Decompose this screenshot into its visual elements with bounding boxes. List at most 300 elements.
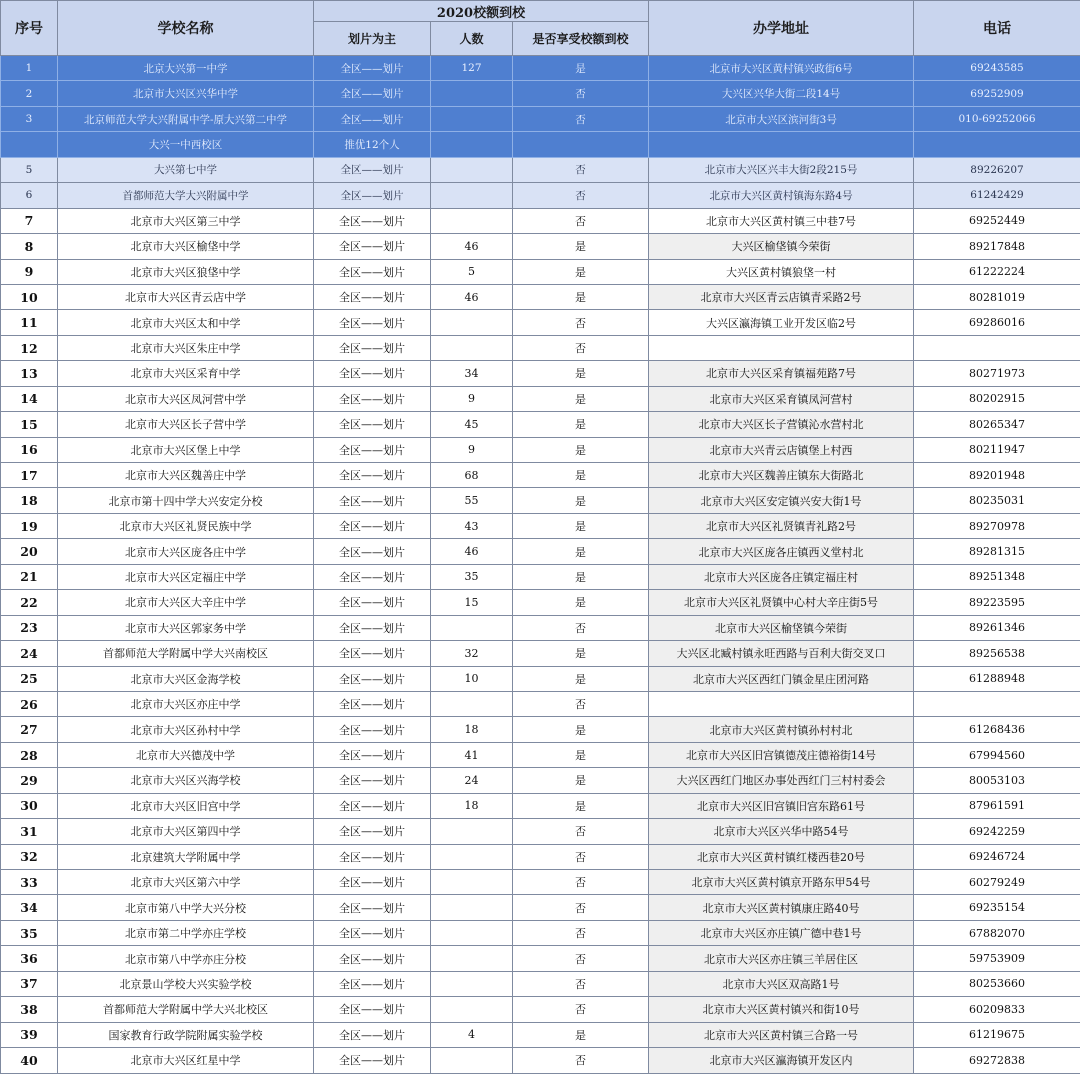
row-number: 16 [1,437,58,462]
table-row [1,641,1080,666]
phone-cell: 61222224 [914,259,1080,284]
count-cell: 24 [431,768,513,793]
table-row [1,412,1080,437]
quota-cell: 否 [513,106,649,131]
school-name: 北京市大兴区朱庄中学 [58,335,314,360]
row-number: 27 [1,717,58,742]
quota-cell: 否 [513,895,649,920]
table-row [1,844,1080,869]
school-name: 北京市大兴区魏善庄中学 [58,463,314,488]
school-name: 北京市大兴区采育中学 [58,361,314,386]
table-row [1,106,1080,131]
phone-cell: 89226207 [914,157,1080,182]
address-cell: 北京市大兴区亦庄镇广德中巷1号 [649,920,914,945]
school-name: 北京市大兴区金海学校 [58,666,314,691]
address-cell: 北京市大兴区旧宫镇旧宫东路61号 [649,793,914,818]
school-name: 大兴第七中学 [58,157,314,182]
quota-cell: 是 [513,386,649,411]
row-number: 24 [1,641,58,666]
school-name: 北京大兴第一中学 [58,56,314,81]
address-cell: 北京市大兴区庞各庄镇定福庄村 [649,564,914,589]
quota-cell: 否 [513,335,649,360]
table-row [1,920,1080,945]
zone-cell: 全区——划片 [314,844,431,869]
zone-cell: 全区——划片 [314,946,431,971]
row-number: 1 [1,56,58,81]
row-number: 35 [1,920,58,945]
quota-cell: 是 [513,463,649,488]
quota-cell [513,132,649,157]
count-cell: 10 [431,666,513,691]
quota-cell: 是 [513,768,649,793]
row-number: 17 [1,463,58,488]
quota-cell: 否 [513,157,649,182]
header-quota: 是否享受校额到校 [513,22,649,56]
phone-cell: 80253660 [914,971,1080,996]
zone-cell: 全区——划片 [314,183,431,208]
address-cell: 北京市大兴区采育镇凤河营村 [649,386,914,411]
school-name: 北京市大兴区榆垡中学 [58,234,314,259]
row-number: 14 [1,386,58,411]
school-name: 北京市第二中学亦庄学校 [58,920,314,945]
phone-cell: 69272838 [914,1048,1080,1073]
quota-cell: 否 [513,819,649,844]
header-no: 序号 [1,1,58,56]
zone-cell: 全区——划片 [314,666,431,691]
zone-cell: 全区——划片 [314,615,431,640]
address-cell: 北京市大兴区青云店镇青采路2号 [649,284,914,309]
table-row [1,666,1080,691]
table-row [1,259,1080,284]
phone-cell: 60209833 [914,997,1080,1022]
quota-cell: 是 [513,412,649,437]
count-cell: 43 [431,513,513,538]
zone-cell: 全区——划片 [314,997,431,1022]
table-row [1,183,1080,208]
phone-cell: 89217848 [914,234,1080,259]
row-number: 21 [1,564,58,589]
quota-cell: 是 [513,590,649,615]
address-cell: 北京市大兴区双高路1号 [649,971,914,996]
row-number: 7 [1,208,58,233]
zone-cell: 全区——划片 [314,335,431,360]
count-cell [431,971,513,996]
table-row [1,437,1080,462]
school-name: 北京市大兴区兴海学校 [58,768,314,793]
address-cell: 北京市大兴区黄村镇海东路4号 [649,183,914,208]
row-number: 20 [1,539,58,564]
count-cell [431,157,513,182]
school-name: 北京市第八中学亦庄分校 [58,946,314,971]
count-cell [431,132,513,157]
phone-cell: 69252449 [914,208,1080,233]
table-row [1,1048,1080,1073]
count-cell [431,819,513,844]
count-cell: 34 [431,361,513,386]
phone-cell: 69246724 [914,844,1080,869]
quota-cell: 是 [513,641,649,666]
zone-cell: 全区——划片 [314,717,431,742]
table-row [1,157,1080,182]
phone-cell: 59753909 [914,946,1080,971]
address-cell: 北京市大兴区礼贤镇中心村大辛庄街5号 [649,590,914,615]
table-row [1,132,1080,157]
zone-cell: 全区——划片 [314,920,431,945]
school-name: 北京市大兴区青云店中学 [58,284,314,309]
phone-cell: 89261346 [914,615,1080,640]
address-cell: 北京市大兴区黄村镇红楼西巷20号 [649,844,914,869]
zone-cell: 全区——划片 [314,361,431,386]
count-cell: 46 [431,284,513,309]
address-cell: 北京市大兴区黄村镇康庄路40号 [649,895,914,920]
quota-cell: 是 [513,488,649,513]
zone-cell: 全区——划片 [314,691,431,716]
zone-cell: 全区——划片 [314,742,431,767]
phone-cell: 80202915 [914,386,1080,411]
phone-cell: 69243585 [914,56,1080,81]
row-number: 2 [1,81,58,106]
address-cell: 北京市大兴区黄村镇兴和街10号 [649,997,914,1022]
count-cell [431,81,513,106]
row-number: 13 [1,361,58,386]
school-name: 北京市大兴区第六中学 [58,870,314,895]
row-number: 23 [1,615,58,640]
quota-cell: 是 [513,259,649,284]
zone-cell: 全区——划片 [314,386,431,411]
address-cell: 北京市大兴区旧宫镇德茂庄德裕街14号 [649,742,914,767]
table-body [1,56,1080,1074]
quota-cell: 否 [513,81,649,106]
zone-cell: 全区——划片 [314,157,431,182]
table-row [1,590,1080,615]
school-name: 北京市大兴区第四中学 [58,819,314,844]
row-number: 6 [1,183,58,208]
count-cell: 46 [431,234,513,259]
address-cell: 北京市大兴区礼贤镇青礼路2号 [649,513,914,538]
phone-cell [914,132,1080,157]
table-row [1,742,1080,767]
school-name: 北京市大兴区红星中学 [58,1048,314,1073]
count-cell: 46 [431,539,513,564]
row-number: 9 [1,259,58,284]
address-cell: 大兴区西红门地区办事处西红门三村村委会 [649,768,914,793]
quota-cell: 是 [513,742,649,767]
table-row [1,768,1080,793]
row-number: 18 [1,488,58,513]
table-row [1,234,1080,259]
table-row [1,513,1080,538]
header-zone: 划片为主 [314,22,431,56]
zone-cell: 全区——划片 [314,971,431,996]
address-cell [649,691,914,716]
phone-cell: 80281019 [914,284,1080,309]
phone-cell [914,335,1080,360]
quota-cell: 是 [513,437,649,462]
table-row [1,615,1080,640]
count-cell: 15 [431,590,513,615]
school-name: 首都师范大学大兴附属中学 [58,183,314,208]
row-number: 8 [1,234,58,259]
quota-cell: 是 [513,513,649,538]
count-cell [431,183,513,208]
school-name: 北京市大兴区旧宫中学 [58,793,314,818]
school-name: 北京市大兴区庞各庄中学 [58,539,314,564]
row-number: 38 [1,997,58,1022]
phone-cell: 89251348 [914,564,1080,589]
zone-cell: 全区——划片 [314,56,431,81]
table-row [1,564,1080,589]
phone-cell: 61288948 [914,666,1080,691]
table-row [1,361,1080,386]
header-phone: 电话 [914,1,1080,56]
quota-cell: 是 [513,56,649,81]
school-name: 北京市大兴德茂中学 [58,742,314,767]
quota-cell: 否 [513,920,649,945]
phone-cell: 89223595 [914,590,1080,615]
count-cell [431,335,513,360]
school-name: 首都师范大学附属中学大兴北校区 [58,997,314,1022]
zone-cell: 全区——划片 [314,895,431,920]
address-cell: 北京市大兴青云店镇堡上村西 [649,437,914,462]
address-cell: 北京市大兴区采育镇福苑路7号 [649,361,914,386]
address-cell: 北京市大兴区黄村镇三合路一号 [649,1022,914,1047]
count-cell [431,920,513,945]
table-row [1,691,1080,716]
phone-cell: 80265347 [914,412,1080,437]
zone-cell: 全区——划片 [314,463,431,488]
quota-cell: 否 [513,1048,649,1073]
zone-cell: 全区——划片 [314,768,431,793]
phone-cell: 69242259 [914,819,1080,844]
quota-cell: 否 [513,971,649,996]
count-cell [431,1048,513,1073]
count-cell [431,615,513,640]
row-number: 10 [1,284,58,309]
table-row [1,310,1080,335]
row-number: 36 [1,946,58,971]
zone-cell: 全区——划片 [314,437,431,462]
zone-cell: 推优12个人 [314,132,431,157]
table-row [1,819,1080,844]
zone-cell: 全区——划片 [314,106,431,131]
row-number: 28 [1,742,58,767]
table-row [1,208,1080,233]
school-name: 北京建筑大学附属中学 [58,844,314,869]
address-cell: 北京市大兴区西红门镇金星庄团河路 [649,666,914,691]
count-cell [431,946,513,971]
row-number: 37 [1,971,58,996]
header-count: 人数 [431,22,513,56]
row-number: 34 [1,895,58,920]
row-number: 12 [1,335,58,360]
zone-cell: 全区——划片 [314,412,431,437]
count-cell: 18 [431,717,513,742]
school-name: 北京市大兴区长子营中学 [58,412,314,437]
row-number: 33 [1,870,58,895]
quota-cell: 否 [513,691,649,716]
quota-cell: 是 [513,793,649,818]
zone-cell: 全区——划片 [314,284,431,309]
table-row [1,946,1080,971]
address-cell: 北京市大兴区黄村镇孙村村北 [649,717,914,742]
zone-cell: 全区——划片 [314,234,431,259]
phone-cell: 80053103 [914,768,1080,793]
table-row [1,335,1080,360]
count-cell: 55 [431,488,513,513]
school-name: 大兴一中西校区 [58,132,314,157]
address-cell: 北京市大兴区兴华中路54号 [649,819,914,844]
address-cell: 北京市大兴区黄村镇京开路东甲54号 [649,870,914,895]
address-cell: 北京市大兴区长子营镇沁水营村北 [649,412,914,437]
quota-cell: 是 [513,1022,649,1047]
address-cell [649,132,914,157]
address-cell: 北京市大兴区黄村镇三中巷7号 [649,208,914,233]
count-cell: 9 [431,386,513,411]
address-cell: 大兴区瀛海镇工业开发区临2号 [649,310,914,335]
count-cell [431,895,513,920]
table-row [1,1022,1080,1047]
phone-cell: 69235154 [914,895,1080,920]
count-cell: 32 [431,641,513,666]
table-row [1,463,1080,488]
address-cell: 北京市大兴区黄村镇兴政街6号 [649,56,914,81]
zone-cell: 全区——划片 [314,793,431,818]
table-row [1,56,1080,81]
phone-cell: 61242429 [914,183,1080,208]
row-number: 19 [1,513,58,538]
count-cell: 5 [431,259,513,284]
row-number: 30 [1,793,58,818]
zone-cell: 全区——划片 [314,310,431,335]
zone-cell: 全区——划片 [314,590,431,615]
row-number: 25 [1,666,58,691]
quota-cell: 否 [513,615,649,640]
table-row [1,717,1080,742]
phone-cell: 67882070 [914,920,1080,945]
table-row [1,793,1080,818]
school-name: 北京市大兴区太和中学 [58,310,314,335]
phone-cell [914,691,1080,716]
school-name: 北京市大兴区礼贤民族中学 [58,513,314,538]
count-cell: 45 [431,412,513,437]
count-cell [431,106,513,131]
header-group-quota: 2020校额到校 [314,1,649,22]
row-number: 39 [1,1022,58,1047]
count-cell [431,310,513,335]
zone-cell: 全区——划片 [314,513,431,538]
phone-cell: 80271973 [914,361,1080,386]
count-cell [431,870,513,895]
row-number: 40 [1,1048,58,1073]
school-name: 北京市大兴区大辛庄中学 [58,590,314,615]
phone-cell: 89256538 [914,641,1080,666]
quota-cell: 否 [513,183,649,208]
row-number: 11 [1,310,58,335]
quota-cell: 是 [513,539,649,564]
row-number: 32 [1,844,58,869]
header-school: 学校名称 [58,1,314,56]
table-row [1,488,1080,513]
school-name: 北京市大兴区孙村中学 [58,717,314,742]
table-row [1,386,1080,411]
quota-cell: 是 [513,361,649,386]
row-number: 3 [1,106,58,131]
row-number: 26 [1,691,58,716]
quota-cell: 是 [513,666,649,691]
school-name: 北京市大兴区亦庄中学 [58,691,314,716]
school-name: 首都师范大学附属中学大兴南校区 [58,641,314,666]
address-cell [649,335,914,360]
address-cell: 大兴区兴华大街二段14号 [649,81,914,106]
count-cell: 9 [431,437,513,462]
zone-cell: 全区——划片 [314,259,431,284]
quota-cell: 否 [513,844,649,869]
school-name: 北京市大兴区第三中学 [58,208,314,233]
count-cell: 41 [431,742,513,767]
table-row [1,81,1080,106]
phone-cell: 89201948 [914,463,1080,488]
phone-cell: 61268436 [914,717,1080,742]
school-name: 北京市第十四中学大兴安定分校 [58,488,314,513]
table-row [1,284,1080,309]
count-cell [431,208,513,233]
phone-cell: 89281315 [914,539,1080,564]
header-address: 办学地址 [649,1,914,56]
address-cell: 北京市大兴区庞各庄镇西义堂村北 [649,539,914,564]
zone-cell: 全区——划片 [314,819,431,844]
address-cell: 北京市大兴区滨河街3号 [649,106,914,131]
quota-cell: 是 [513,717,649,742]
phone-cell: 69252909 [914,81,1080,106]
school-name: 北京景山学校大兴实验学校 [58,971,314,996]
count-cell: 4 [431,1022,513,1047]
school-name: 国家教育行政学院附属实验学校 [58,1022,314,1047]
count-cell: 127 [431,56,513,81]
count-cell: 68 [431,463,513,488]
quota-cell: 否 [513,310,649,335]
phone-cell: 60279249 [914,870,1080,895]
row-number: 5 [1,157,58,182]
phone-cell: 87961591 [914,793,1080,818]
zone-cell: 全区——划片 [314,208,431,233]
row-number: 22 [1,590,58,615]
quota-cell: 是 [513,234,649,259]
count-cell [431,997,513,1022]
table-row [1,971,1080,996]
count-cell [431,691,513,716]
school-name: 北京市大兴区凤河营中学 [58,386,314,411]
address-cell: 北京市大兴区兴丰大街2段215号 [649,157,914,182]
phone-cell: 80235031 [914,488,1080,513]
phone-cell: 89270978 [914,513,1080,538]
table-row [1,895,1080,920]
address-cell: 大兴区黄村镇狼垡一村 [649,259,914,284]
zone-cell: 全区——划片 [314,641,431,666]
count-cell: 18 [431,793,513,818]
school-name: 北京市大兴区堡上中学 [58,437,314,462]
phone-cell: 010-69252066 [914,106,1080,131]
quota-cell: 是 [513,284,649,309]
school-name: 北京师范大学大兴附属中学-原大兴第二中学 [58,106,314,131]
phone-cell: 69286016 [914,310,1080,335]
address-cell: 北京市大兴区亦庄镇三羊居住区 [649,946,914,971]
table-row [1,997,1080,1022]
count-cell [431,844,513,869]
address-cell: 北京市大兴区安定镇兴安大街1号 [649,488,914,513]
zone-cell: 全区——划片 [314,564,431,589]
quota-cell: 否 [513,997,649,1022]
school-name: 北京市大兴区定福庄中学 [58,564,314,589]
